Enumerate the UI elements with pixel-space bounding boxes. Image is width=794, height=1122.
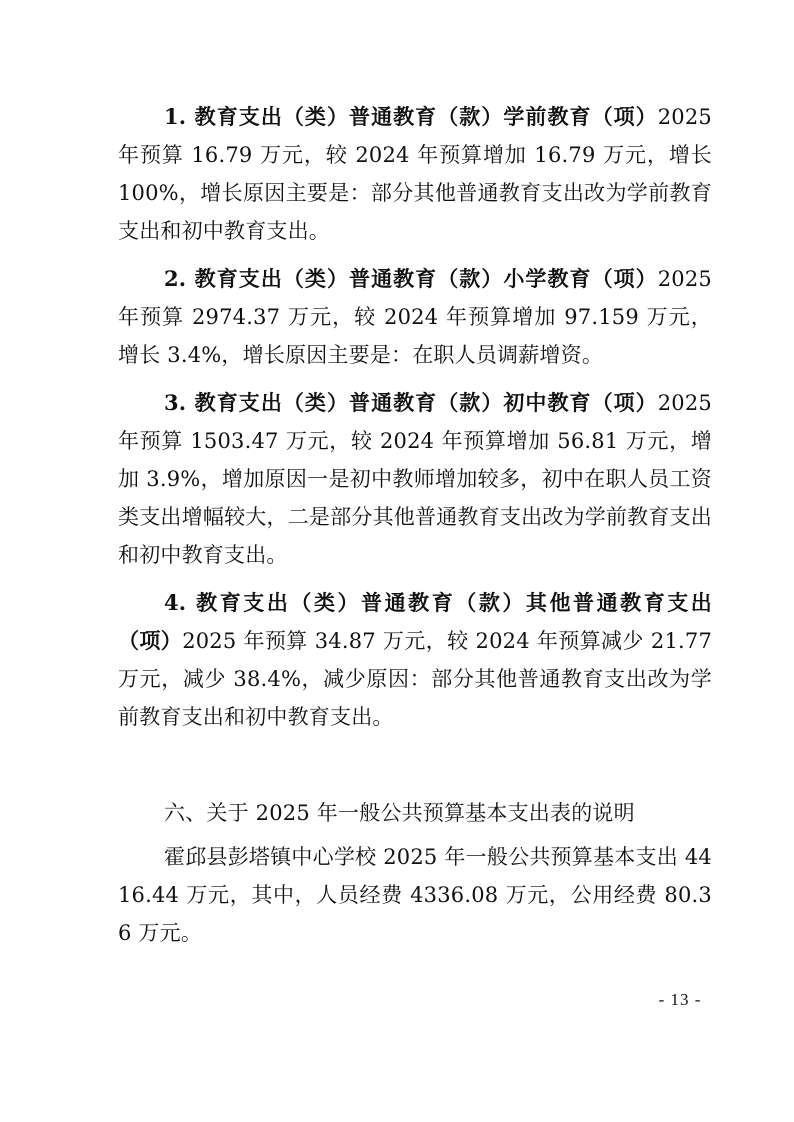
item-body: 2025 年预算 2974.37 万元，较 2024 年预算增加 97.159 万元，增长 3.4%，增长原因主要是：在职人员调薪增资。: [118, 267, 712, 367]
page-number: - 13 -: [658, 990, 702, 1009]
item-heading: 4. 教育支出（类）普通教育（款）其他普通教育支出（项）: [118, 590, 712, 653]
item-body: 2025 年预算 1503.47 万元，较 2024 年预算增加 56.81 万元，增加 3.9%，增加原因一是初中教师增加较多，初中在职人员工资类支出增幅较大，二是部分其他普通教育支出改为学前教育支出和初中教育支出。: [118, 391, 712, 567]
item-heading: 2. 教育支出（类）普通教育（款）小学教育（项）: [164, 266, 658, 291]
section-body: 霍邱县彭塔镇中心学校 2025 年一般公共预算基本支出 4416.44 万元，其中，人员经费 4336.08 万元，公用经费 80.36 万元。: [118, 845, 712, 945]
item-heading: 3. 教育支出（类）普通教育（款）初中教育（项）: [164, 390, 658, 415]
item-body: 2025 年预算 16.79 万元，较 2024 年预算增加 16.79 万元，增长 100%，增长原因主要是：部分其他普通教育支出改为学前教育支出和初中教育支出。: [118, 105, 712, 243]
section-title: 六、关于 2025 年一般公共预算基本支出表的说明: [164, 801, 635, 825]
budget-item-junior-high: [118, 384, 712, 574]
budget-item-primary: [118, 260, 712, 374]
item-heading: 1. 教育支出（类）普通教育（款）学前教育（项）: [164, 104, 658, 129]
budget-item-preschool: [118, 98, 712, 250]
budget-item-other-general: [118, 584, 712, 736]
item-body: 2025 年预算 34.87 万元，较 2024 年预算减少 21.77 万元，减少 38.4%，减少原因：部分其他普通教育支出改为学前教育支出和初中教育支出。: [118, 629, 713, 729]
